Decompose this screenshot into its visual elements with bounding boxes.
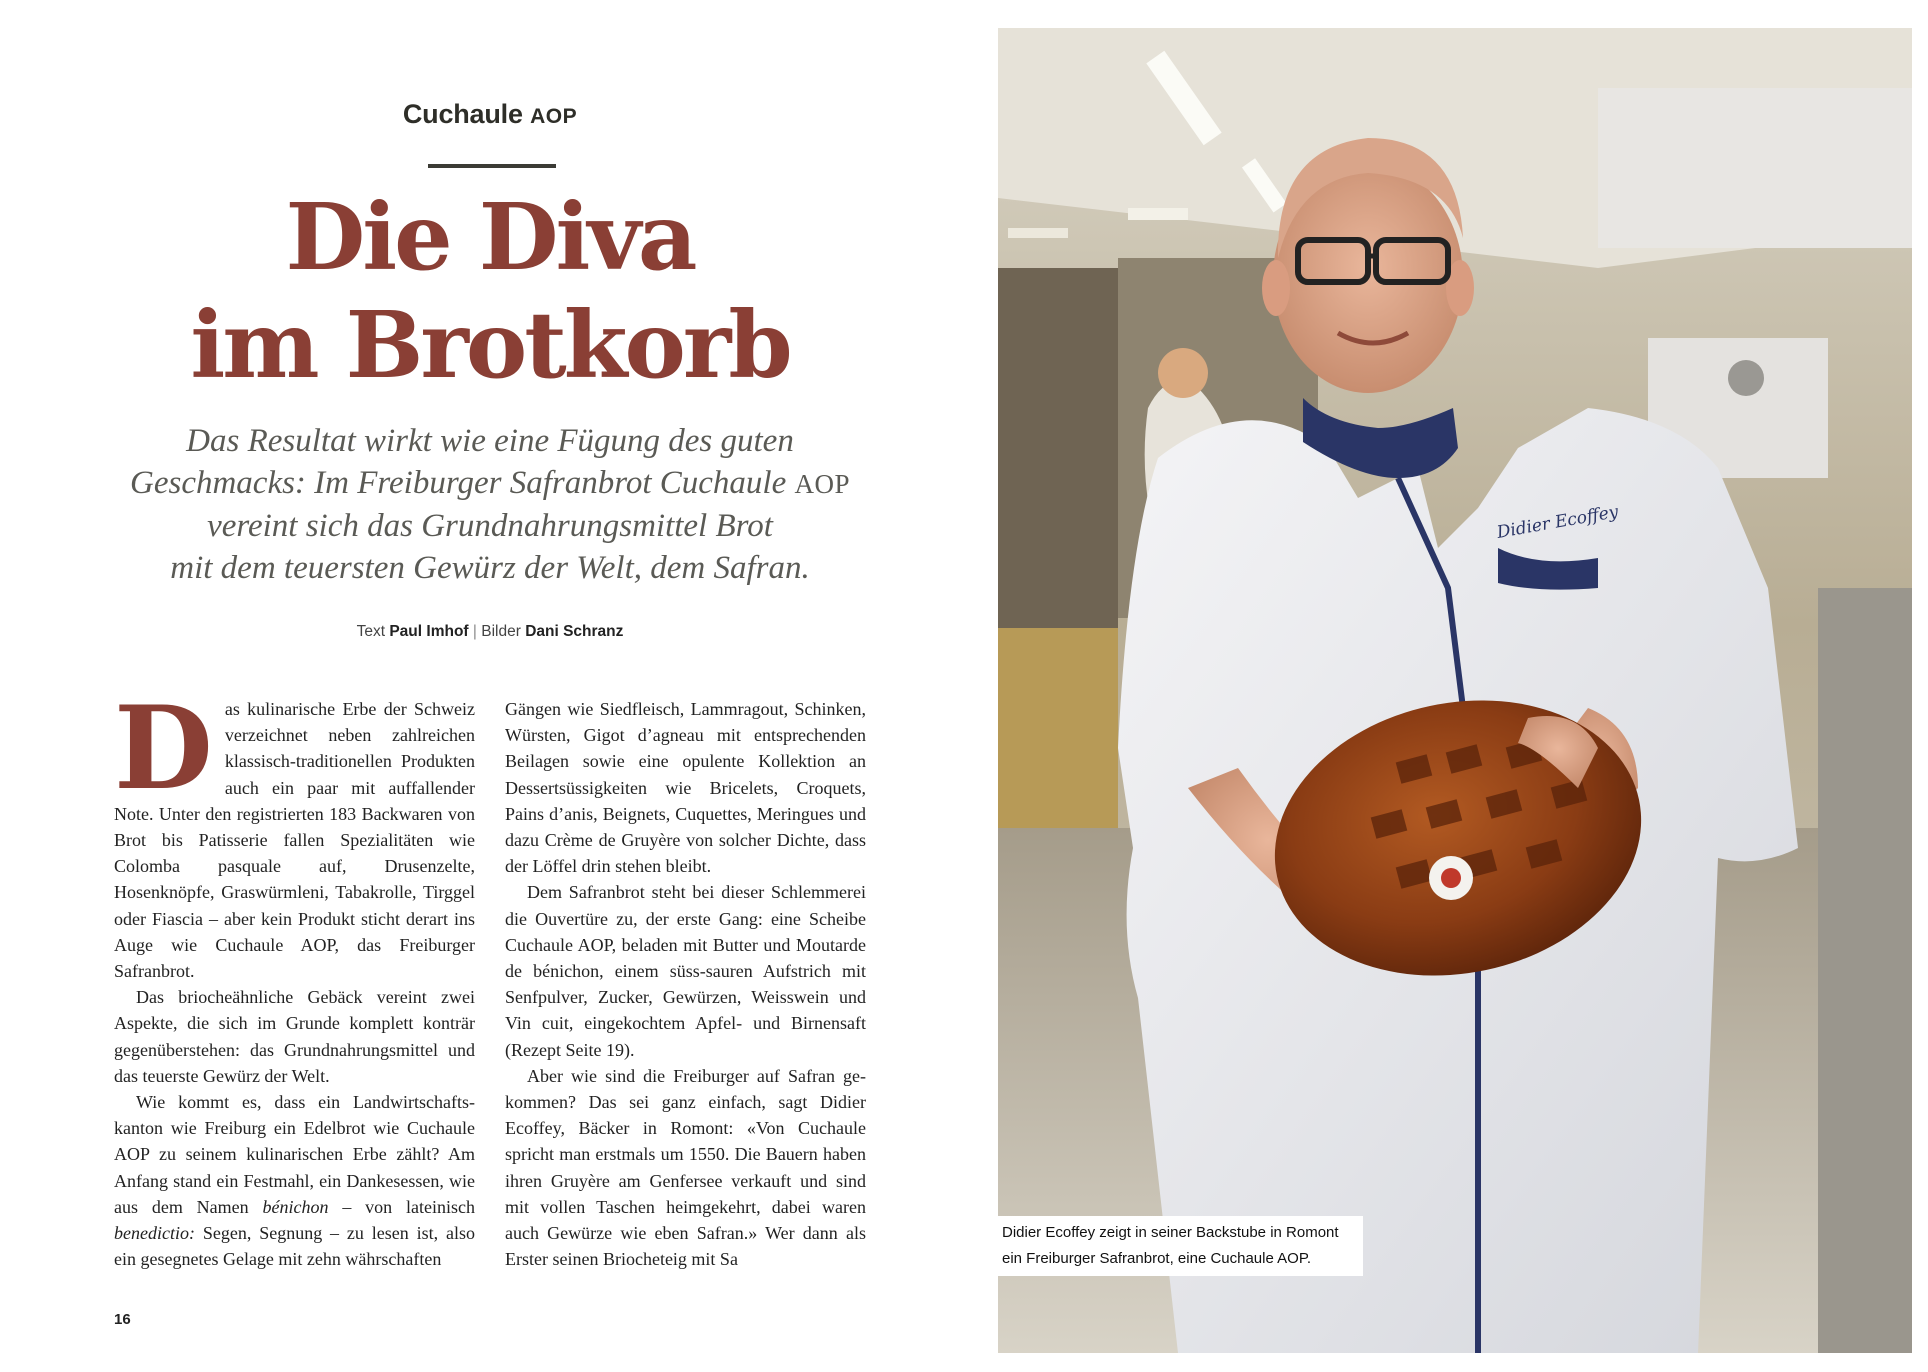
baker-photo — [998, 28, 1912, 1353]
drop-cap: D — [114, 681, 213, 815]
photographer-name: Dani Schranz — [525, 623, 624, 640]
author-name: Paul Imhof — [389, 623, 469, 640]
lead-paragraph — [110, 420, 870, 589]
lead-line-2a: Geschmacks: Im Freiburger Safranbrot Cuchaule — [130, 465, 795, 501]
paragraph-text: Segen, Segnung – zu lesen ist, also ein gesegnetes Gelage mit zehn währschaften — [114, 1223, 475, 1270]
paragraph — [114, 1089, 475, 1272]
paragraph: Dem Safranbrot steht bei dieser Schlemmerei die Ouvertüre zu, der erste Gang: eine Scheibe Cuchaule AOP, beladen mit Butter und Moutarde de bénichon, einem süss-sauren Aufstrich mit Senfpulver, Zucker, Gewürzen, Weisswein und Vin cuit, eingekochtem Apfel- und Birnensaft (Rezept Seite 19). — [505, 882, 866, 1060]
lead-line-3: vereint sich das Grundnahrungsmittel Brot — [207, 508, 773, 544]
emphasis: bénichon — [262, 1196, 329, 1217]
section-kicker — [330, 99, 650, 130]
title-line-2: im Brotkorb — [190, 291, 790, 399]
caption-line-2: ein Freiburger Safranbrot, eine Cuchaule AOP. — [1002, 1250, 1312, 1267]
emphasis: benedictio: — [114, 1223, 195, 1244]
kicker-divider — [428, 164, 556, 168]
caption-line-1: Didier Ecoffey zeigt in seiner Backstube in Romont — [1002, 1224, 1339, 1241]
page-title — [120, 183, 860, 399]
page-number: 16 — [114, 1311, 131, 1328]
photo-caption — [998, 1216, 1363, 1276]
text-label: Text — [356, 623, 386, 640]
paragraph — [114, 681, 475, 984]
paragraph-text: as kulinarische Erbe der Schweiz verzeichnet neben zahlreichen klassisch-traditionellen Produkten auch ein paar mit auffallender Note. Unter den registrierten 183 Backwaren von Brot bis Patisserie fallen Spezialitäten wie Colomba pasquale auf, Drusenzelte, Hosenknöpfe, Graswürmleni, Tabakrolle, Tirggel oder Fiascia – aber kein Produkt sticht derart ins Auge wie Cuchaule AOP, das Freiburger Safranbrot. — [114, 699, 475, 982]
lead-line-1: Das Resultat wirkt wie eine Fügung des guten — [186, 423, 794, 459]
lead-line-2b: AOP — [794, 469, 850, 499]
byline-separator: | — [472, 623, 477, 640]
paragraph-text: – von lateinisch — [328, 1196, 475, 1217]
jacket-embroidery: Didier Ecoffey — [1495, 501, 1620, 543]
images-label: Bilder — [481, 623, 521, 640]
kicker-suffix: AOP — [530, 105, 578, 128]
paragraph-text: Wie kommt es, dass ein Landwirtschaftskanton wie Freiburg ein Edelbrot wie Cuchaule AOP zu seinem kulinarischen Erbe zählt? Am Anfang stand ein Festmahl, ein Dankesessen, wie aus dem Namen — [114, 1092, 475, 1217]
body-column-1 — [114, 681, 475, 1272]
kicker-label: Cuchaule — [402, 99, 523, 129]
paragraph: Das briocheähnliche Gebäck vereint zwei Aspekte, die sich im Grunde komplett konträr gegenüberstehen: das Grundnahrungsmittel und das teuerste Gewürz der Welt. — [114, 987, 475, 1086]
body-column-2 — [505, 696, 866, 1272]
lead-line-4: mit dem teuersten Gewürz der Welt, dem Safran. — [170, 550, 810, 586]
title-line-1: Die Diva — [285, 183, 695, 291]
paragraph: Aber wie sind die Freiburger auf Safran gekommen? Das sei ganz einfach, sagt Didier Ecoffey, Bäcker in Romont: «Von Cuchaule spricht man erstmals um 1550. Die Bauern haben ihren Gruyère am Genfersee verkauft und sind mit vollen Taschen heimgekehrt, dabei waren auch Gewürze wie eben Safran.» Wer dann als Erster seinen Briocheteig mit Sa — [505, 1065, 866, 1270]
paragraph: Gängen wie Siedfleisch, Lammragout, Schinken, Würsten, Gigot d’agneau mit entsprechenden Beilagen sowie eine opulente Kollektion an Dessertsüssigkeiten wie Bricelets, Croquets, Pains d’anis, Beignets, Cuquettes, Meringues und dazu Crème de Gruyère von solcher Dichte, dass der Löffel drin stehen bleibt. — [505, 699, 866, 877]
byline — [280, 623, 700, 641]
